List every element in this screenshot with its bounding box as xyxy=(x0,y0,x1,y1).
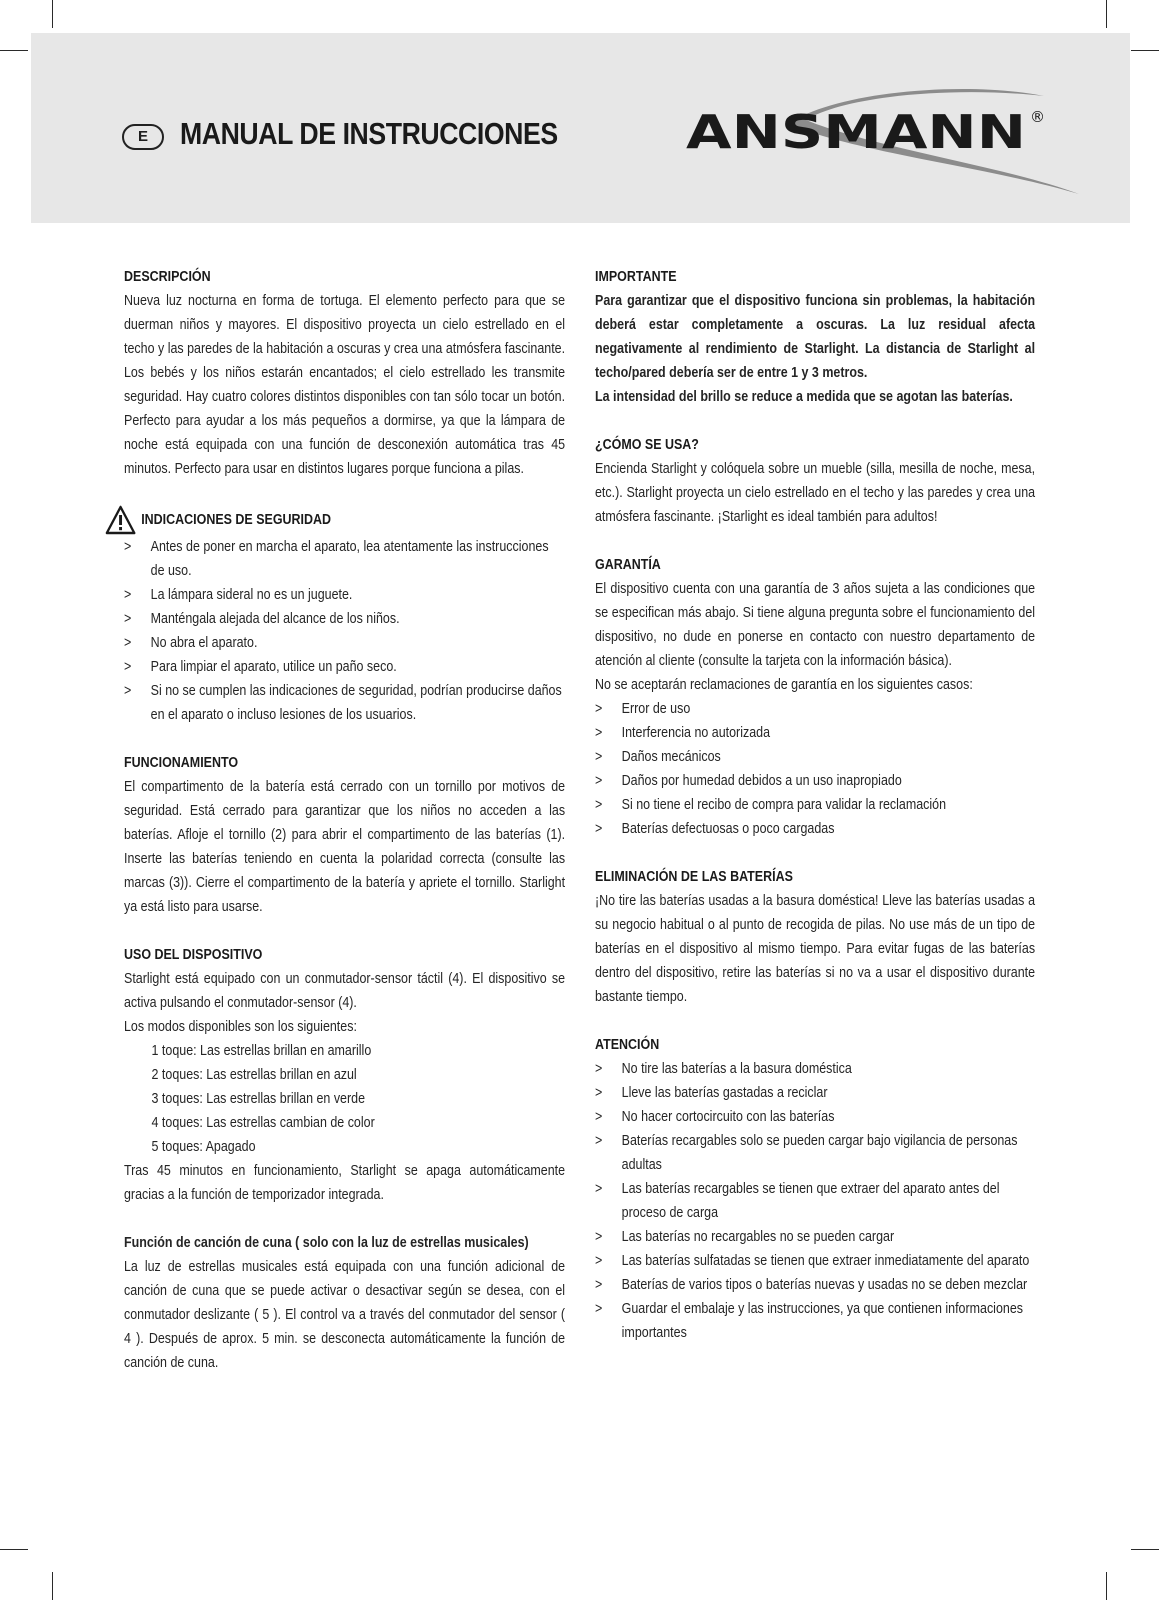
brand-logo xyxy=(684,82,1104,198)
list-item: > Daños mecánicos xyxy=(595,745,1035,769)
section-heading: ATENCIÓN xyxy=(595,1037,660,1053)
section-text: La luz de estrellas musicales está equipada con una función adicional de canción de cuna que se puede activar o desactivar según se desea, con el conmutador deslizante ( 5 ). El control va a través del conmutador del sensor ( 4 ). Después de aprox. 5 min. se desconecta automáticamente la función de canción de cuna. xyxy=(124,1259,566,1371)
section-text: La intensidad del brillo se reduce a medida que se agotan las baterías. xyxy=(595,389,1013,405)
list-item: > Error de uso xyxy=(595,697,1035,721)
crop-mark xyxy=(52,1572,53,1600)
section-importante xyxy=(595,265,1035,409)
attention-list xyxy=(595,1057,1035,1345)
section-text: Starlight está equipado con un conmutador-sensor táctil (4). El dispositivo se activa pulsando el conmutador-sensor (4). xyxy=(124,971,566,1011)
section-heading: FUNCIONAMIENTO xyxy=(124,755,239,771)
section-text: Tras 45 minutos en funcionamiento, Starlight se apaga automáticamente gracias a la función de temporizador integrada. xyxy=(124,1163,566,1203)
list-item: > No hacer cortocircuito con las baterías xyxy=(595,1105,1035,1129)
list-item: > Baterías recargables solo se pueden cargar bajo vigilancia de personas adultas xyxy=(595,1129,1035,1177)
page-title: MANUAL DE INSTRUCCIONES xyxy=(180,116,558,151)
crop-mark xyxy=(1131,50,1159,51)
list-item: > Las baterías no recargables no se pueden cargar xyxy=(595,1225,1035,1249)
section-funcionamiento xyxy=(124,751,565,919)
modes-list xyxy=(124,1039,565,1159)
list-item: > La lámpara sideral no es un juguete. xyxy=(124,583,565,607)
section-heading: USO DEL DISPOSITIVO xyxy=(124,947,263,963)
crop-mark xyxy=(1106,1572,1107,1600)
section-text: Encienda Starlight y colóquela sobre un mueble (silla, mesilla de noche, mesa, etc.). Starlight proyecta un cielo estrellado en el techo y las paredes y crea una atmósfera fascinante. ¡Starlight es ideal también para adultos! xyxy=(595,461,1036,525)
crop-mark xyxy=(1131,1549,1159,1550)
section-text: ¡No tire las baterías usadas a la basura doméstica! Lleve las baterías usadas a su negocio habitual o al punto de recogida de pilas. No use más de un tipo de baterías en el dispositivo al mismo tiempo. Para evitar fugas de las baterías dentro del dispositivo, retire las baterías si no va a usar el dispositivo durante bastante tiempo. xyxy=(595,893,1036,1005)
list-item: > No abra el aparato. xyxy=(124,631,565,655)
crop-mark xyxy=(1106,0,1107,28)
list-item: > Las baterías sulfatadas se tienen que extraer inmediatamente del aparato xyxy=(595,1249,1035,1273)
list-intro: No se aceptarán reclamaciones de garantía en los siguientes casos: xyxy=(595,677,973,693)
list-item: > Interferencia no autorizada xyxy=(595,721,1035,745)
section-seguridad xyxy=(124,505,565,727)
mode-item: 4 toques: Las estrellas cambian de color xyxy=(151,1115,375,1131)
list-item: > Baterías de varios tipos o baterías nuevas y usadas no se deben mezclar xyxy=(595,1273,1035,1297)
section-descripcion xyxy=(124,265,565,481)
section-heading: IMPORTANTE xyxy=(595,269,677,285)
warning-triangle-icon xyxy=(105,505,136,535)
crop-mark xyxy=(0,50,28,51)
section-heading: DESCRIPCIÓN xyxy=(124,269,211,285)
right-column xyxy=(595,265,1035,1369)
section-como-usa xyxy=(595,433,1035,529)
section-heading: ¿CÓMO SE USA? xyxy=(595,437,699,453)
section-heading: Función de canción de cuna ( solo con la luz de estrellas musicales) xyxy=(124,1235,529,1251)
section-garantia xyxy=(595,553,1035,841)
section-heading: GARANTÍA xyxy=(595,557,661,573)
safety-heading-row xyxy=(105,505,565,535)
list-item: > Manténgala alejada del alcance de los niños. xyxy=(124,607,565,631)
crop-mark xyxy=(52,0,53,28)
section-text: Para garantizar que el dispositivo funciona sin problemas, la habitación deberá estar completamente a oscuras. La luz residual afecta negativamente al rendimiento de Starlight. La distancia de Starlight al techo/pared debería ser de entre 1 y 3 metros. xyxy=(595,293,1036,381)
modes-intro: Los modos disponibles son los siguientes: xyxy=(124,1019,357,1035)
registered-mark: ® xyxy=(1030,108,1045,126)
mode-item: 5 toques: Apagado xyxy=(151,1139,256,1155)
safety-list xyxy=(124,535,565,727)
warranty-exclusions-list xyxy=(595,697,1035,841)
list-item: > Baterías defectuosas o poco cargadas xyxy=(595,817,1035,841)
language-badge: E xyxy=(122,124,164,150)
section-eliminacion xyxy=(595,865,1035,1009)
section-heading: ELIMINACIÓN DE LAS BATERÍAS xyxy=(595,869,793,885)
list-item: > Guardar el embalaje y las instrucciones, ya que contienen informaciones importantes xyxy=(595,1297,1035,1345)
list-item: > Si no se cumplen las indicaciones de seguridad, podrían producirse daños en el aparato o incluso lesiones de los usuarios. xyxy=(124,679,565,727)
mode-item: 2 toques: Las estrellas brillan en azul xyxy=(151,1067,357,1083)
list-item: > Daños por humedad debidos a un uso inapropiado xyxy=(595,769,1035,793)
section-text: El compartimento de la batería está cerrado con un tornillo por motivos de seguridad. Está cerrado para garantizar que los niños no acceden a las baterías. Afloje el tornillo (2) para abrir el compartimento de las baterías (1). Inserte las baterías teniendo en cuenta la polaridad correcta (consulte las marcas (3)). Cierre el compartimento de la batería y apriete el tornillo. Starlight ya está listo para usarse. xyxy=(124,779,566,915)
mode-item: 3 toques: Las estrellas brillan en verde xyxy=(151,1091,366,1107)
section-text: El dispositivo cuenta con una garantía de 3 años sujeta a las condiciones que se especifican más abajo. Si tiene alguna pregunta sobre el funcionamiento del dispositivo, no dude en ponerse en contacto con nuestro departamento de atención al cliente (consulte la tarjeta con la información básica). xyxy=(595,581,1036,669)
list-item: > Las baterías recargables se tienen que extraer del aparato antes del proceso de carga xyxy=(595,1177,1035,1225)
section-atencion xyxy=(595,1033,1035,1345)
list-item: > Lleve las baterías gastadas a reciclar xyxy=(595,1081,1035,1105)
section-cancion xyxy=(124,1231,565,1375)
section-text: Nueva luz nocturna en forma de tortuga. El elemento perfecto para que se duerman niños y mayores. El dispositivo proyecta un cielo estrellado en el techo y las paredes de la habitación a oscuras y crea una atmósfera fascinante. Los bebés y los niños estarán encantados; el cielo estrellado les transmite seguridad. Hay cuatro colores distintos disponibles con tan sólo tocar un botón. Perfecto para ayudar a los más pequeños a dormirse, ya que la lámpara de noche está equipada con una función de desconexión automática tras 45 minutos. Perfecto para usar en distintos lugares porque funciona a pilas. xyxy=(124,293,566,477)
list-item: > No tire las baterías a la basura doméstica xyxy=(595,1057,1035,1081)
section-uso xyxy=(124,943,565,1207)
section-heading: INDICACIONES DE SEGURIDAD xyxy=(141,512,332,528)
brand-wordmark: ANSMANN xyxy=(686,105,1026,159)
mode-item: 1 toque: Las estrellas brillan en amarillo xyxy=(151,1043,372,1059)
list-item: > Antes de poner en marcha el aparato, lea atentamente las instrucciones de uso. xyxy=(124,535,565,583)
left-column xyxy=(124,265,565,1399)
list-item: > Si no tiene el recibo de compra para validar la reclamación xyxy=(595,793,1035,817)
list-item: > Para limpiar el aparato, utilice un paño seco. xyxy=(124,655,565,679)
crop-mark xyxy=(0,1549,28,1550)
